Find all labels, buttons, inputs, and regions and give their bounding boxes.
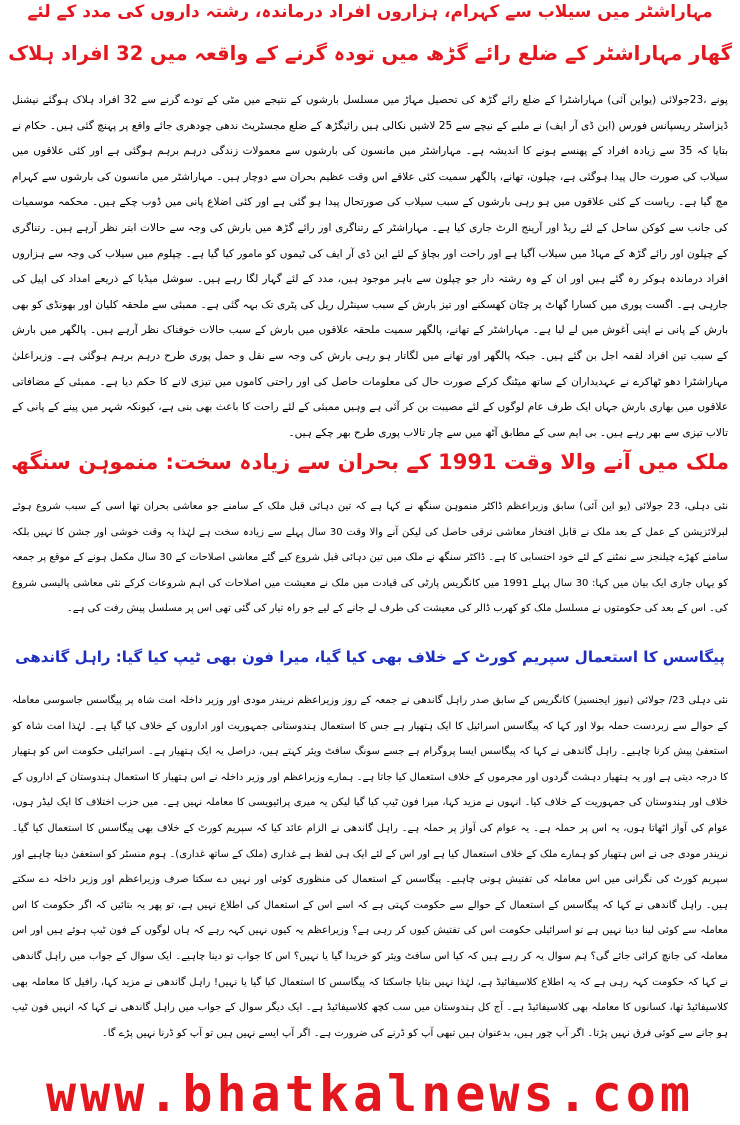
headline-pegasus-rahul-gandhi: پیگاسس کا استعمال سپریم کورٹ کے خلاف بھی کیا گیا، میرا فون بھی ٹیپ کیا گیا: راہل گاندھی [15,648,725,666]
headline-manmohan-singh: ملک میں آنے والا وقت 1991 کے بحران سے زیادہ سخت: منموہن سنگھ [10,450,730,474]
article-flood-body [12,88,728,448]
headline-maharashtra-flood: مہاراشٹر میں سیلاب سے کہرام، ہزاروں افراد درماندہ، رشتہ داروں کی مدد کے لئے [27,2,713,22]
headline-raigad-landslide: گھار مہاراشٹر کے ضلع رائے گڑھ میں تودہ گرنے کے واقعہ میں 32 افراد ہلاک [8,42,732,65]
article-pegasus-paragraph: نئی دہلی 23/ جولائی (نیوز ایجنسیز) کانگریس کے سابق صدر راہل گاندھی نے جمعہ کے روز وزیراعظم نریندر مودی اور وزیر داخلہ امت شاہ پر پیگاسس جاسوسی معاملہ کے حوالے سے زبردست حملہ بولا اور کہا کہ پیگاسس اسرائیل کا ایک ہتھیار ہے جس کا استعمال ہندوستانی جمہوریت اور اداروں کے خلاف کیا گیا ہے۔ لہٰذا امت شاہ کو استعفیٰ پیش کرنا چاہیے۔ راہل گاندھی نے کہا کہ پیگاسس ایسا پروگرام ہے جسے سونگ سافٹ ویئر کہتے ہیں، دراصل یہ ایک ہتھیار ہے۔ اسرائیلی حکومت اس کو ہتھیار کا درجہ دیتی ہے اور یہ ہتھیار دہشت گردوں اور مجرموں کے خلاف استعمال کیا جاتا ہے۔ ہمارے وزیراعظم اور وزیر داخلہ نے اس ہتھیار کا استعمال ہندوستان کے اداروں کے خلاف اور ہندوستان کی جمہوریت کے خلاف کیا۔ انہوں نے مزید کہا، میرا فون ٹیپ کیا گیا لیکن یہ میری پرائیویسی کا معاملہ نہیں ہے۔ میں حزب اختلاف کا ایک لیڈر ہوں، عوام کی آواز اٹھاتا ہوں، یہ اس پر حملہ ہے۔ یہ عوام کی آواز پر حملہ ہے۔ راہل گاندھی نے الزام عائد کیا کہ سپریم کورٹ کے خلاف بھی پیگاسس کا استعمال کیا گیا۔ نریندر مودی جی نے اس ہتھیار کو ہمارے ملک کے خلاف استعمال کیا ہے اور اس کے لئے ایک ہی لفظ ہے غداری (ملک کے ساتھ غداری)۔ ہوم منسٹر کو استعفیٰ دینا چاہیے اور سپریم کورٹ کی نگرانی میں اس معاملہ کی تفتیش ہونی چاہیے۔ پیگاسس کے استعمال کی منظوری کوئی اور نہیں دے سکتا صرف وزیراعظم اور وزیر داخلہ دے سکتے ہیں۔ راہل گاندھی نے کہا کہ پیگاسس کے استعمال کے حوالے سے حکومت کہتی ہے کہ اسے اس کے استعمال کی اطلاع نہیں ہے، تو پھر یہ بتائیں کہ اگر حکومت کا اس معاملہ سے کوئی لینا دینا نہیں ہے تو اسرائیلی حکومت اس کی تفتیش کیوں کر رہی ہے؟ وزیراعظم یہ کیوں نہیں کہہ رہے کہ ہاں لوگوں کے فون ٹیپ ہوئے ہیں اور اس معاملہ کی جانچ کرائی جائے گی؟ ہم سوال یہ کر رہے ہیں کہ کیا اس سافٹ ویئر کو خریدا گیا یا نہیں؟ اس کا جواب تو دینا چاہیے۔ ایک سوال کے جواب میں راہل گاندھی نے کہا کہ حکومت کہہ رہی ہے کہ یہ اطلاع کلاسیفائیڈ ہے، لہٰذا نہیں بتایا جاسکتا کہ پیگاسس کا استعمال کیا گیا یا نہیں! راہل گاندھی نے مزید کہا، رافیل کا معاملہ بھی کلاسیفائیڈ تھا، کسانوں کا معاملہ بھی کلاسیفائیڈ ہے۔ آج کل ہندوستان میں سب کچھ کلاسیفائیڈ ہے۔ ایک دیگر سوال کے جواب میں راہل گاندھی نے کہا کہ انہیں فون ٹیپ ہو جانے سے کوئی فرق نہیں پڑتا۔ اگر آپ چور ہیں، بدعنوان ہیں تبھی آپ کو ڈرنے کی ضرورت ہے۔ اگر آپ ایسے نہیں ہیں تو آپ کو ڈرنا نہیں پڑے گا۔ [12,695,728,1039]
site-url-footer: www.bhatkalnews.com [46,1065,694,1123]
article-economy-paragraph: نئی دہلی، 23 جولائی (یو این آئی) سابق وزیراعظم ڈاکٹر منموہن سنگھ نے کہا ہے کہ تین دہائی قبل ملک کے سامنے جو معاشی بحران تھا اسی کے سبب شروع ہوئے لبرلائزیشن کے عمل کے بعد ملک نے قابل افتخار معاشی ترقی حاصل کی لیکن آنے والا وقت 30 سال پہلے سے زیادہ سخت ہے لہٰذا یہ وقت خوشی اور جشن کا نہیں بلکہ سامنے کھڑے چیلنجز سے نمٹنے کے لئے خود احتسابی کا ہے۔ ڈاکٹر سنگھ نے ملک میں تین دہائی قبل شروع کیے گئے معاشی اصلاحات کے 30 سال مکمل ہونے کے موقع پر جمعہ کو یہاں جاری ایک بیان میں کہا: 30 سال پہلے 1991 میں کانگریس پارٹی کی قیادت میں ملک نے معیشت میں اصلاحات کی اہم شروعات کرکے نئی معاشی پالیسی شروع کی۔ اس کے بعد کی حکومتوں نے مسلسل ملک کو کھرب ڈالر کی معیشت کی طرف لے جانے کے لیے جو راہ تیار کی گئی تھی اس پر مسلسل پیش رفت کی ہے۔ [12,501,728,615]
article-economy-body [12,494,728,638]
article-flood-paragraph: پونے ،23جولائی (یواین آئی) مہاراشٹرا کے ضلع رائے گڑھ کی تحصیل مہاڑ میں مسلسل بارشوں کے نتیجے میں مٹی کے تودے گرنے سے 32 افراد ہلاک ہوگئے نیشنل ڈیزاسٹر ریسپانس فورس (این ڈی آر ایف) نے ملبے کے نیچے سے 25 لاشیں نکالی ہیں رائیگڑھ کے ضلع مجسٹریٹ ندھی چودھری جائے واقع پر پہنچ گئی ہیں۔ حکام نے بتایا کہ 35 سے زیادہ افراد کے پھنسے ہونے کا اندیشہ ہے۔ مہاراشٹر میں مانسون کی بارشوں سے معمولات زندگی درہم برہم ہوگئی ہے اور کئی علاقوں میں سیلاب کی صورت حال پیدا ہوگئی ہے، چپلون، تھانے، پالگھر سمیت کئی علاقے اس وقت عظیم بحران سے دوچار ہیں۔ مہاراشٹر میں مانسون کی بارشوں سے کہرام مچ گیا ہے۔ ریاست کے کئی علاقوں میں ہو رہی بارشوں کے سبب سیلاب کی صورتحال پیدا ہو گئی ہے اور کئی اضلاع پانی میں ڈوب چکے ہیں۔ محکمہ موسمیات کی جانب سے کوکن ساحل کے لئے ریڈ اور آرینج الرٹ جاری کیا ہے۔ مہاراشٹر کے رتناگری اور رائے گڑھ میں بارش کی وجہ سے حالات ابتر نظر آرہے ہیں۔ رتناگری کے چپلون اور رائے گڑھ کے مہاڈ میں سیلاب آگیا ہے اور راحت اور بچاؤ کے لئے این ڈی آر ایف کی ٹیموں کو مامور کیا گیا ہے۔ چپلوم میں سیلاب کی وجہ سے ہزاروں افراد درماندہ ہوکر رہ گئے ہیں اور ان کے وہ رشتہ دار جو چپلون سے باہر موجود ہیں، مدد کے لئے گہار لگا رہے ہیں۔ سوشل میڈیا کے ذریعے امداد کی اپیل کی جارہی ہے۔ اگست پوری میں کسارا گھاٹ پر چٹان کھسکنے اور تیز بارش کے سبب سینٹرل ریل کی پٹری تک بہہ گئی ہے۔ ممبئی سے ملحقہ کلیان اور بھونڈی کو بھی بارش کے پانی نے اپنی آغوش میں لے لیا ہے۔ مہاراشٹر کے تھانے، پالگھر سمیت ملحقہ علاقوں میں بارش کے سبب حالات خوفناک نظر آرہے ہیں۔ پالگھر میں بارش کے سبب تین افراد لقمہ اجل بن گئے ہیں۔ جبکہ پالگھر اور تھانے میں لگاتار ہو رہی بارش کی وجہ سے نقل و حمل پوری طرح درہم برہم ہوگئی ہے۔ وزیراعلیٰ مہاراشٹرا دھو ٹھاکرے نے عہدیداران کے ساتھ میٹنگ کرکے صورت حال کی معلومات حاصل کی اور راحتی کاموں میں تیزی لانے کا حکم دیا ہے۔ ممبئی کے مضافاتی علاقوں میں بھاری بارش جہاں ایک طرف عام لوگوں کے لئے مصیبت بن کر آئی ہے وہیں ممبئی کے لئے راحت کا باعث بھی بنی ہے، کیونکہ شہر میں پینے کے پانی کے تالاب تیزی سے بھر رہے ہیں۔ بی ایم سی کے مطابق آٹھ میں سے چار تالاب پوری طرح بھر چکے ہیں۔ [12,94,728,439]
article-pegasus-body [12,688,728,1060]
